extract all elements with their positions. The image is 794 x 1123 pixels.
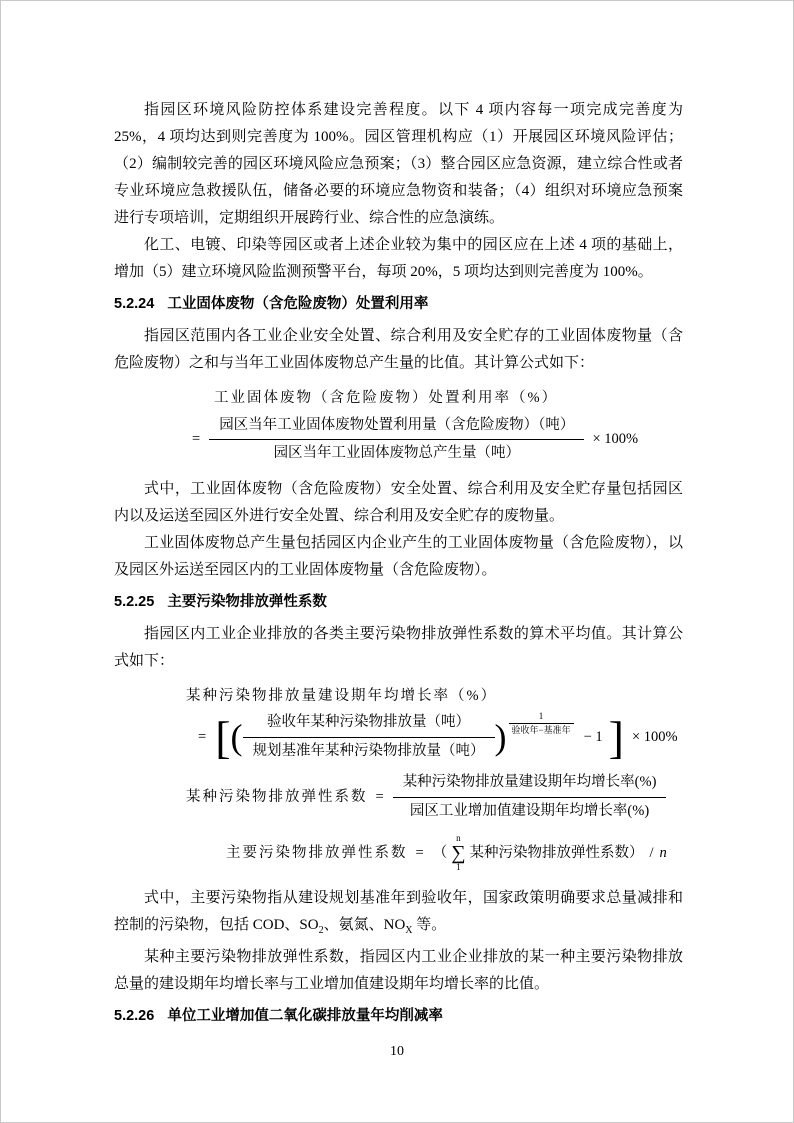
fraction bbox=[209, 416, 584, 464]
text-segment: 式中，主要污染物指从建设规划基准年到验收年，国家政策明确要求总量减排和控制的污染物，包括 COD、SO bbox=[114, 890, 683, 934]
variable-n: n bbox=[659, 844, 667, 861]
formula-main-pollutant-elasticity bbox=[114, 834, 683, 874]
summation-lower-limit: 1 bbox=[456, 862, 461, 873]
formula-expression bbox=[198, 710, 683, 763]
text-segment: 、氨氮、NO bbox=[323, 917, 406, 934]
formula-lhs: 某种污染物排放弹性系数 bbox=[186, 788, 368, 805]
paragraph-risk-system: 指园区环境风险防控体系建设完善程度。以下 4 项内容每一项完成完善度为 25%，4 项均达到则完善度为 100%。园区管理机构应（1）开展园区环境风险评估；（2）编制较完善的园区环境风险应急预案；（3）整合园区应急资源，建立综合性或者专业环境应急救援队伍，储备必要的环境应急物资和装备；（4）组织对环境应急预案进行专项培训，定期组织开展跨行业、综合性的应急演练。 bbox=[114, 102, 683, 226]
equals-sign: = bbox=[375, 788, 384, 805]
summation-upper-limit: n bbox=[456, 832, 461, 843]
section-title: 工业固体废物（含危险废物）处置利用率 bbox=[167, 296, 429, 312]
subscript-2: 2 bbox=[318, 925, 324, 937]
paragraph-pollutant-definition bbox=[114, 885, 683, 944]
section-heading-5-2-26 bbox=[114, 1003, 683, 1030]
exponent bbox=[509, 706, 574, 737]
equals-sign: = bbox=[192, 430, 201, 447]
formula-lhs: 主要污染物排放弹性系数 bbox=[226, 844, 408, 861]
summation bbox=[451, 834, 465, 874]
fraction-numerator: 园区当年工业固体废物处置利用量（含危险废物）（吨） bbox=[209, 416, 584, 441]
fraction-numerator: 某种污染物排放量建设期年均增长率(%) bbox=[393, 773, 667, 798]
formula-expression bbox=[192, 416, 683, 464]
equals-sign: = bbox=[198, 728, 207, 745]
formula-pollutant-growth-rate bbox=[114, 687, 683, 762]
summation-term: 某种污染物排放弹性系数 bbox=[469, 844, 629, 861]
exponent-denominator: 验收年−基准年 bbox=[511, 725, 571, 736]
sigma-symbol: ∑ bbox=[451, 842, 466, 865]
section-title: 主要污染物排放弹性系数 bbox=[167, 593, 327, 610]
formula-label: 工业固体废物（含危险废物）处置利用率（%） bbox=[214, 390, 559, 406]
section-heading-5-2-25 bbox=[114, 589, 683, 616]
paragraph-elasticity-definition: 某种主要污染物排放弹性系数，指园区内工业企业排放的某一种主要污染物排放总量的建设期年均增长率与工业增加值建设期年均增长率的比值。 bbox=[114, 949, 683, 993]
right-bracket: ] bbox=[608, 711, 624, 763]
formula-label: 某种污染物排放量建设期年均增长率（%） bbox=[186, 687, 498, 704]
formula-expression bbox=[186, 773, 683, 821]
paragraph-elasticity-intro: 指园区内工业企业排放的各类主要污染物排放弹性系数的算术平均值。其计算公式如下： bbox=[114, 625, 683, 669]
left-paren: ( bbox=[230, 717, 243, 758]
equals-sign: = bbox=[415, 844, 424, 861]
fraction-denominator: 园区工业增加值建设期年均增长率(%) bbox=[409, 802, 650, 819]
left-paren: （ bbox=[432, 844, 448, 861]
exponent-fraction bbox=[509, 711, 574, 737]
section-heading-5-2-24 bbox=[114, 291, 683, 318]
minus-one: − 1 bbox=[583, 728, 603, 745]
formula-solid-waste-utilization bbox=[114, 389, 683, 464]
fraction bbox=[393, 773, 667, 821]
right-paren: ) bbox=[494, 717, 507, 758]
fraction-numerator: 验收年某种污染物排放量（吨） bbox=[243, 713, 495, 738]
times-100-percent: × 100% bbox=[631, 728, 678, 745]
fraction bbox=[243, 713, 495, 761]
text-segment: 等。 bbox=[412, 917, 447, 934]
left-bracket: [ bbox=[215, 711, 231, 763]
section-title: 单位工业增加值二氧化碳排放量年均削减率 bbox=[167, 1008, 443, 1025]
fraction-denominator: 园区当年工业固体废物总产生量（吨） bbox=[273, 445, 521, 462]
divide-sign: / bbox=[649, 844, 654, 861]
formula-expression bbox=[226, 834, 683, 874]
section-number: 5.2.25 bbox=[114, 593, 155, 610]
fraction-denominator: 规划基准年某种污染物排放量（吨） bbox=[252, 742, 485, 759]
subscript-x: X bbox=[405, 925, 413, 937]
paragraph-solid-waste-note1: 式中，工业固体废物（含危险废物）安全处置、综合利用及安全贮存量包括园区内以及运送至园区外进行安全处置、综合利用及安全贮存的废物量。 bbox=[114, 480, 683, 524]
paragraph-chemical-parks: 化工、电镀、印染等园区或者上述企业较为集中的园区应在上述 4 项的基础上，增加（5）建立环境风险监测预警平台，每项 20%，5 项均达到则完善度为 100%。 bbox=[114, 237, 683, 280]
formula-single-pollutant-elasticity bbox=[114, 773, 683, 821]
right-paren: ） bbox=[628, 844, 644, 861]
times-100-percent: × 100% bbox=[592, 430, 639, 447]
exponent-numerator: 1 bbox=[509, 711, 574, 725]
page-number: 10 bbox=[390, 1044, 404, 1059]
section-number: 5.2.24 bbox=[114, 296, 155, 312]
paragraph-solid-waste-intro: 指园区范围内各工业企业安全处置、综合利用及安全贮存的工业固体废物量（含危险废物）之和与当年工业固体废物总产生量的比值。其计算公式如下： bbox=[114, 328, 683, 371]
section-number: 5.2.26 bbox=[114, 1008, 155, 1025]
paragraph-solid-waste-note2: 工业固体废物总产生量包括园区内企业产生的工业固体废物量（含危险废物），以及园区外运送至园区内的工业固体废物量（含危险废物）。 bbox=[114, 534, 683, 578]
